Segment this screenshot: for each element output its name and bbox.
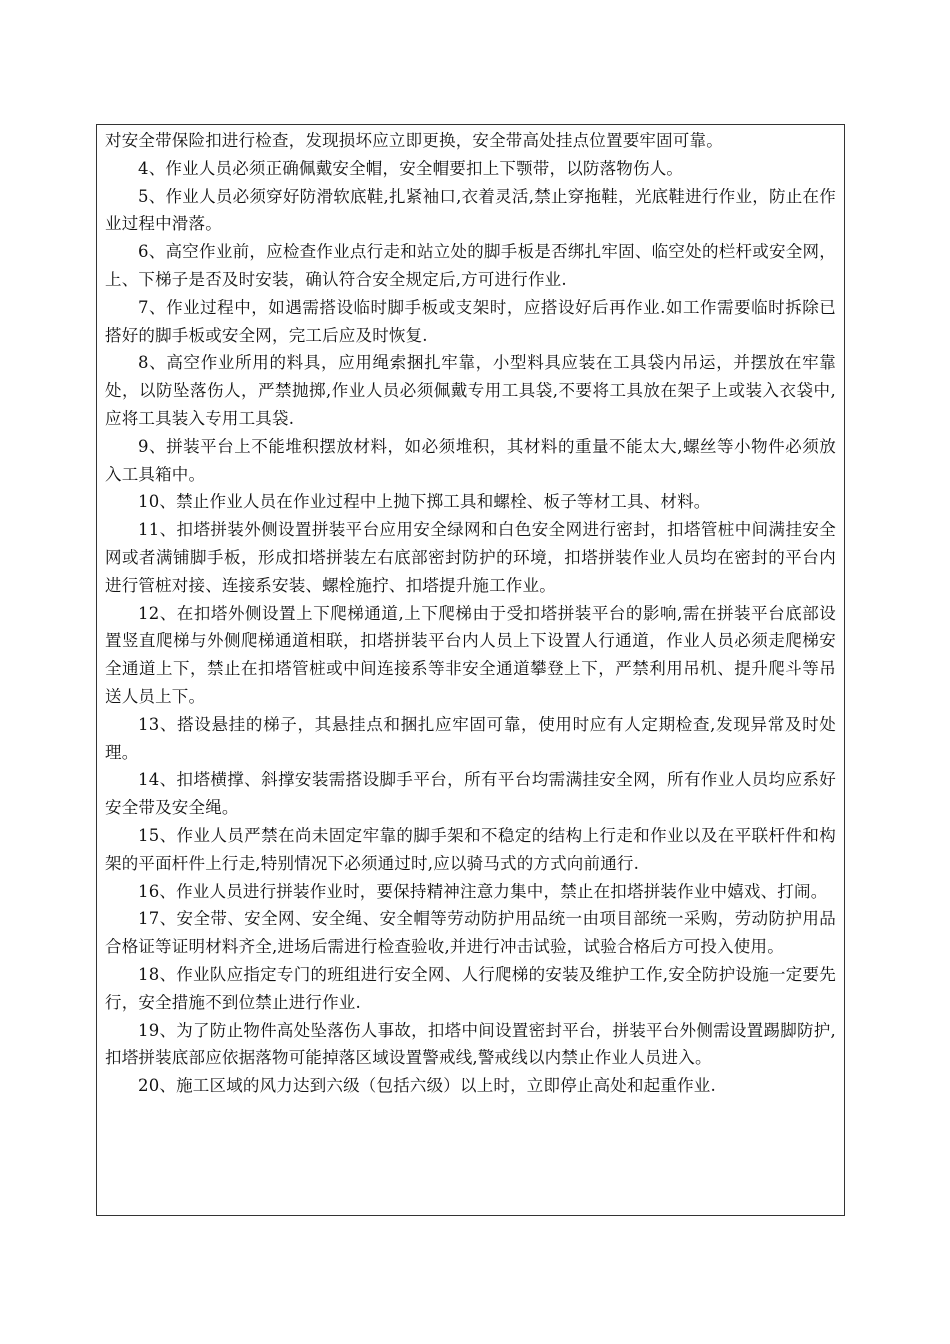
paragraph-item-15: 15、作业人员严禁在尚未固定牢靠的脚手架和不稳定的结构上行走和作业以及在平联杆件和构架的平面杆件上行走,特别情况下必须通过时,应以骑马式的方式向前通行. [105, 825, 836, 873]
paragraph-item-4: 4、作业人员必须正确佩戴安全帽，安全帽要扣上下颚带，以防落物伤人。 [138, 158, 684, 178]
paragraph-item-16: 16、作业人员进行拼装作业时，要保持精神注意力集中，禁止在扣塔拼装作业中嬉戏、打闹。 [138, 881, 828, 901]
document-body [105, 127, 836, 1100]
paragraph-item-18: 18、作业队应指定专门的班组进行安全网、人行爬梯的安装及维护工作,安全防护设施一定要先行，安全措施不到位禁止进行作业. [105, 964, 836, 1012]
paragraph-item-12: 12、在扣塔外侧设置上下爬梯通道,上下爬梯由于受扣塔拼装平台的影响,需在拼装平台底部设置竖直爬梯与外侧爬梯通道相联，扣塔拼装平台内人员上下设置人行通道，作业人员必须走爬梯安全通道上下，禁止在扣塔管桩或中间连接系等非安全通道攀登上下，严禁利用吊机、提升爬斗等吊送人员上下。 [105, 603, 836, 706]
paragraph-item-5: 5、作业人员必须穿好防滑软底鞋,扎紧袖口,衣着灵活,禁止穿拖鞋，光底鞋进行作业，防止在作业过程中滑落。 [105, 186, 836, 234]
paragraph-item-10: 10、禁止作业人员在作业过程中上抛下掷工具和螺栓、板子等材工具、材料。 [138, 492, 711, 512]
paragraph-item-17: 17、安全带、安全网、安全绳、安全帽等劳动防护用品统一由项目部统一采购，劳动防护用品合格证等证明材料齐全,进场后需进行检查验收,并进行冲击试验，试验合格后方可投入使用。 [105, 909, 836, 957]
paragraph-continued: 对安全带保险扣进行检查，发现损坏应立即更换，安全带高处挂点位置要牢固可靠。 [105, 131, 723, 150]
paragraph-item-11: 11、扣塔拼装外侧设置拼装平台应用安全绿网和白色安全网进行密封，扣塔管桩中间满挂安全网或者满铺脚手板，形成扣塔拼装左右底部密封防护的环境，扣塔拼装作业人员均在密封的平台内进行管桩对接、连接系安装、螺栓施拧、扣塔提升施工作业。 [105, 520, 836, 595]
paragraph-item-13: 13、搭设悬挂的梯子，其悬挂点和捆扎应牢固可靠，使用时应有人定期检查,发现异常及时处理。 [105, 714, 836, 762]
paragraph-item-8: 8、高空作业所用的料具，应用绳索捆扎牢靠，小型料具应装在工具袋内吊运，并摆放在牢靠处，以防坠落伤人，严禁抛掷,作业人员必须佩戴专用工具袋,不要将工具放在架子上或装入衣袋中,应将工具装入专用工具袋. [105, 353, 836, 428]
paragraph-item-14: 14、扣塔横撑、斜撑安装需搭设脚手平台，所有平台均需满挂安全网，所有作业人员均应系好安全带及安全绳。 [105, 770, 836, 818]
paragraph-item-19: 19、为了防止物件高处坠落伤人事故，扣塔中间设置密封平台，拼装平台外侧需设置踢脚防护,扣塔拼装底部应依据落物可能掉落区域设置警戒线,警戒线以内禁止作业人员进入。 [105, 1020, 836, 1068]
paragraph-item-20: 20、施工区域的风力达到六级（包括六级）以上时，立即停止高处和起重作业. [138, 1076, 716, 1096]
document-frame [96, 124, 845, 1216]
paragraph-item-7: 7、作业过程中，如遇需搭设临时脚手板或支架时，应搭设好后再作业.如工作需要临时拆除已搭好的脚手板或安全网，完工后应及时恢复. [105, 297, 836, 345]
paragraph-item-6: 6、高空作业前，应检查作业点行走和站立处的脚手板是否绑扎牢固、临空处的栏杆或安全网，上、下梯子是否及时安装，确认符合安全规定后,方可进行作业. [105, 242, 836, 289]
paragraph-item-9: 9、拼装平台上不能堆积摆放材料，如必须堆积，其材料的重量不能太大,螺丝等小物件必须放入工具箱中。 [105, 436, 836, 484]
